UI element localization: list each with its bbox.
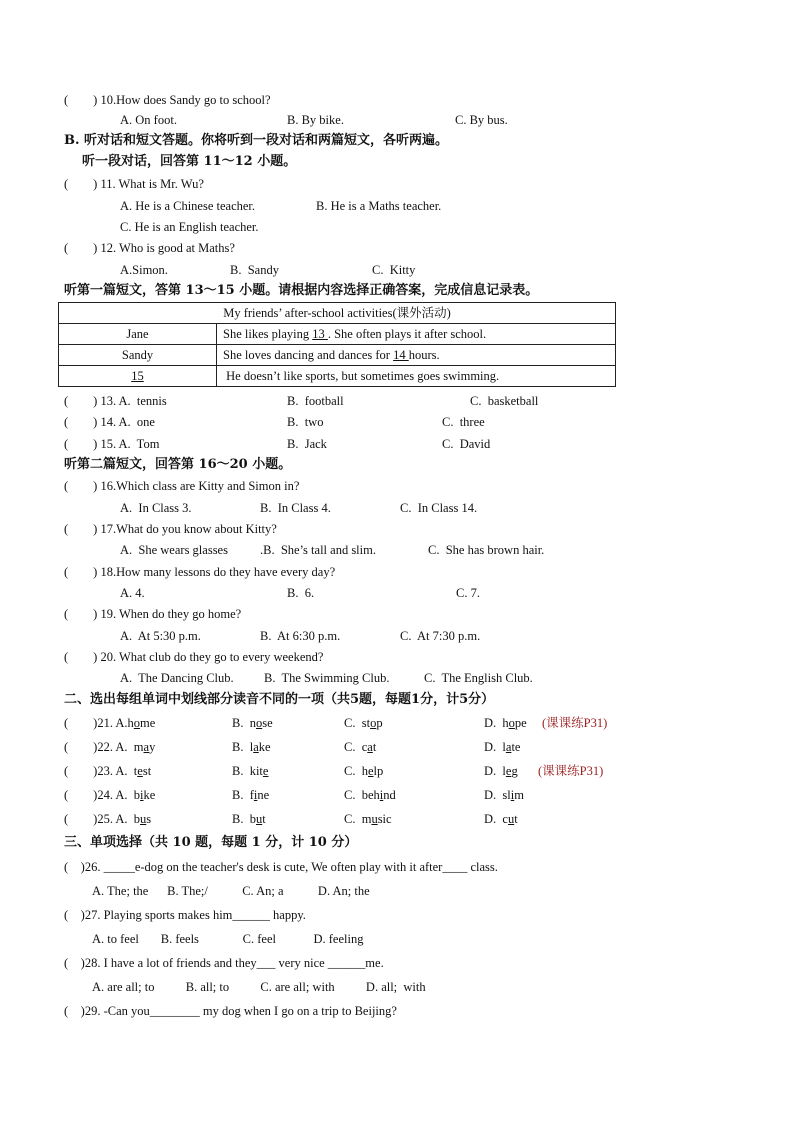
q28-options: A. are all; to B. all; to C. are all; with D. all; with	[92, 980, 426, 994]
q10-option-c: C. By bus.	[455, 113, 508, 127]
q23-option-b: B. kite	[232, 764, 269, 778]
q25-option-d: D. cut	[484, 812, 518, 826]
q11-stem: ( ) 11. What is Mr. Wu?	[64, 177, 204, 191]
table-cell-name: Sandy	[59, 345, 217, 366]
q15-stem: ( ) 15. A. Tom	[64, 437, 160, 451]
q14-option-b: B. two	[287, 415, 324, 429]
q26-options: A. The; the B. The;/ C. An; a D. An; the	[92, 884, 370, 898]
q18-option-b: B. 6.	[287, 586, 315, 600]
q11-option-b: B. He is a Maths teacher.	[316, 199, 442, 213]
q11-option-c: C. He is an English teacher.	[120, 220, 259, 234]
q22-option-b: B. lake	[232, 740, 271, 754]
q15-option-b: B. Jack	[287, 437, 327, 451]
q22-stem: ( )22. A. may	[64, 740, 156, 754]
table-cell-activity: She likes playing 13 . She often plays it after school.	[217, 324, 616, 345]
q18-option-a: A. 4.	[120, 586, 145, 600]
q21-option-b: B. nose	[232, 716, 273, 730]
blank-13: 13	[312, 327, 328, 341]
q19-option-c: C. At 7:30 p.m.	[400, 629, 481, 643]
q25-stem: ( )25. A. bus	[64, 812, 152, 826]
q23-option-d: D. leg	[484, 764, 518, 778]
q24-stem: ( )24. A. bike	[64, 788, 156, 802]
q16-stem: ( ) 16.Which class are Kitty and Simon in?	[64, 479, 300, 493]
q12-option-a: A.Simon.	[120, 263, 168, 277]
q14-stem: ( ) 14. A. one	[64, 415, 155, 429]
q12-option-b: B. Sandy	[230, 263, 279, 277]
blank-15: 15	[131, 369, 144, 383]
q21-option-d: D. hope	[484, 716, 527, 730]
q22-option-c: C. cat	[344, 740, 377, 754]
q10-stem: ( ) 10.How does Sandy go to school?	[64, 93, 271, 107]
q10-option-a: A. On foot.	[120, 113, 177, 127]
section2-title: 二、选出每组单词中划线部分读音不同的一项（共5题，每题1分，计5分）	[64, 692, 495, 707]
dialog-instruction: 听一段对话，回答第 11～12 小题。	[82, 154, 297, 169]
q23-reference-note: (课课练P31)	[538, 764, 604, 778]
q24-option-d: D. slim	[484, 788, 524, 802]
q28-stem: ( )28. I have a lot of friends and they___ very nice ______me.	[64, 956, 384, 970]
activities-record-table	[58, 302, 616, 387]
q10-option-b: B. By bike.	[287, 113, 344, 127]
q29-stem: ( )29. -Can you________ my dog when I go on a trip to Beijing?	[64, 1004, 397, 1018]
q17-stem: ( ) 17.What do you know about Kitty?	[64, 522, 277, 536]
q27-stem: ( )27. Playing sports makes him______ happy.	[64, 908, 306, 922]
q23-option-c: C. help	[344, 764, 384, 778]
q18-stem: ( ) 18.How many lessons do they have every day?	[64, 565, 336, 579]
q25-option-b: B. but	[232, 812, 266, 826]
q24-option-c: C. behind	[344, 788, 396, 802]
table-cell-activity: He doesn’t like sports, but sometimes goes swimming.	[217, 366, 616, 387]
passage1-instruction: 听第一篇短文，答第 13～15 小题。请根据内容选择正确答案，完成信息记录表。	[64, 283, 539, 298]
section-b-title: B. 听对话和短文答题。你将听到一段对话和两篇短文，各听两遍。	[64, 133, 449, 148]
q17-option-b: .B. She’s tall and slim.	[260, 543, 376, 557]
table-cell-name: Jane	[59, 324, 217, 345]
table-cell-activity: She loves dancing and dances for 14 hours.	[217, 345, 616, 366]
table-cell-name	[59, 366, 217, 387]
section3-title: 三、单项选择（共 10 题，每题 1 分，计 10 分）	[64, 835, 358, 850]
q19-option-b: B. At 6:30 p.m.	[260, 629, 341, 643]
q21-option-c: C. stop	[344, 716, 383, 730]
table-header: My friends’ after-school activities(课外活动)	[59, 303, 616, 324]
q23-stem: ( )23. A. test	[64, 764, 152, 778]
q19-stem: ( ) 19. When do they go home?	[64, 607, 242, 621]
q20-stem: ( ) 20. What club do they go to every weekend?	[64, 650, 324, 664]
q22-option-d: D. late	[484, 740, 521, 754]
blank-14: 14	[393, 348, 409, 362]
q12-option-c: C. Kitty	[372, 263, 416, 277]
q27-options: A. to feel B. feels C. feel D. feeling	[92, 932, 364, 946]
q26-stem: ( )26. _____e-dog on the teacher's desk is cute, We often play with it after____ class.	[64, 860, 498, 874]
q21-stem: ( )21. A.home	[64, 716, 156, 730]
q20-option-b: B. The Swimming Club.	[264, 671, 390, 685]
q15-option-c: C. David	[442, 437, 491, 451]
q13-stem: ( ) 13. A. tennis	[64, 394, 167, 408]
q16-option-b: B. In Class 4.	[260, 501, 331, 515]
q16-option-c: C. In Class 14.	[400, 501, 478, 515]
q25-option-c: C. music	[344, 812, 392, 826]
q24-option-b: B. fine	[232, 788, 270, 802]
q12-stem: ( ) 12. Who is good at Maths?	[64, 241, 235, 255]
q13-option-b: B. football	[287, 394, 344, 408]
q11-option-a: A. He is a Chinese teacher.	[120, 199, 256, 213]
q20-option-a: A. The Dancing Club.	[120, 671, 234, 685]
q16-option-a: A. In Class 3.	[120, 501, 192, 515]
q19-option-a: A. At 5:30 p.m.	[120, 629, 201, 643]
q21-reference-note: (课课练P31)	[542, 716, 608, 730]
passage2-instruction: 听第二篇短文，回答第 16～20 小题。	[64, 457, 292, 472]
q13-option-c: C. basketball	[470, 394, 539, 408]
q14-option-c: C. three	[442, 415, 485, 429]
q20-option-c: C. The English Club.	[424, 671, 533, 685]
q17-option-a: A. She wears glasses	[120, 543, 228, 557]
q18-option-c: C. 7.	[456, 586, 480, 600]
q17-option-c: C. She has brown hair.	[428, 543, 545, 557]
